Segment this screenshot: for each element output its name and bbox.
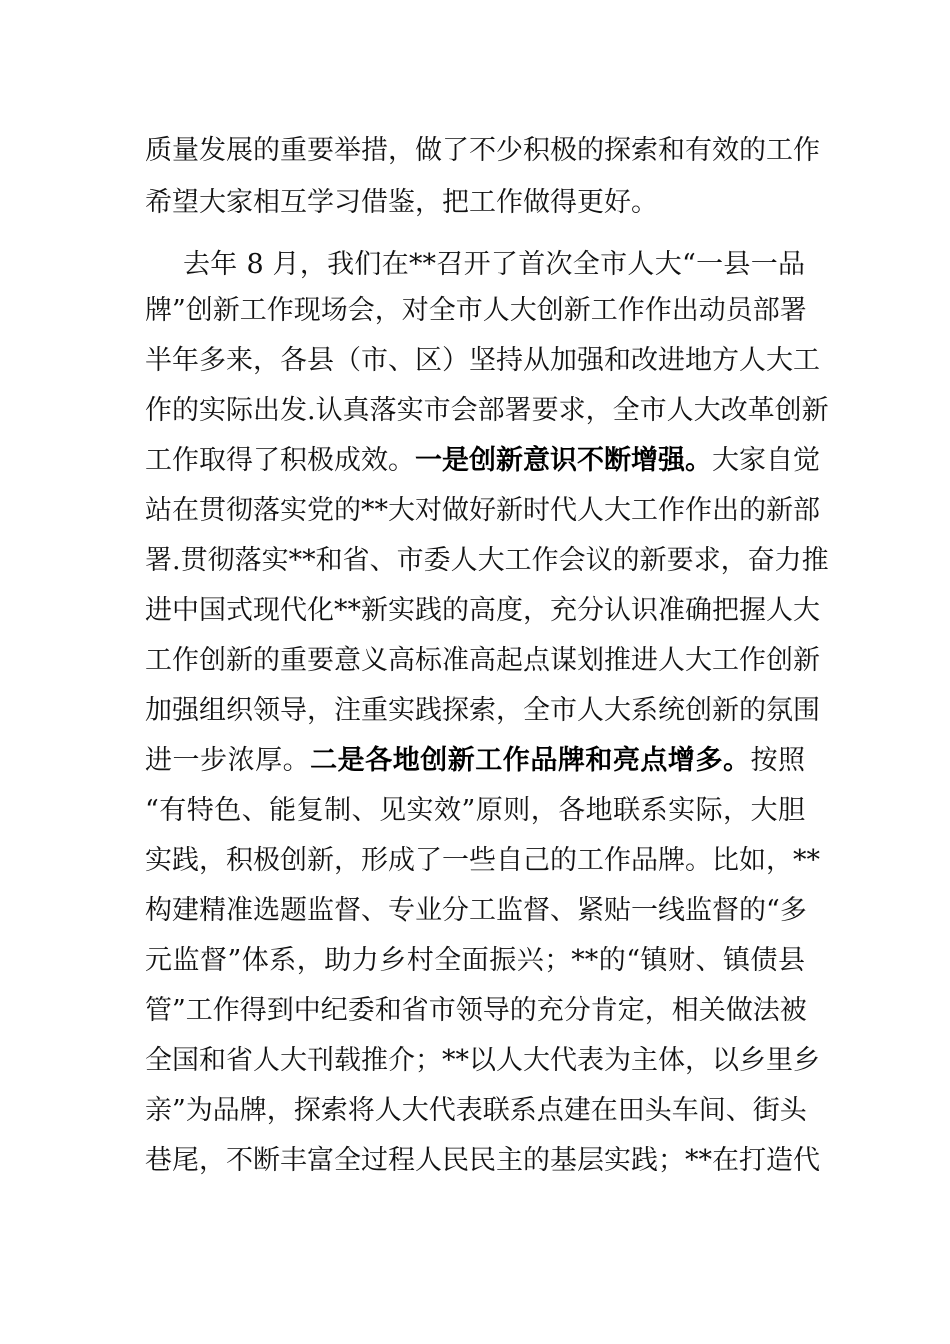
text-line — [145, 126, 820, 176]
line-text: 工作创新的重要意义高标准高起点谋划推进人大工作创新 — [145, 645, 820, 676]
line-text: 巷尾，不断丰富全过程人民民主的基层实践；**在打造代 — [145, 1145, 820, 1176]
line-text: 进一步浓厚。 — [145, 745, 311, 776]
line-text: 去年 8 月，我们在**召开了首次全市人大“一县一品 — [183, 249, 805, 280]
text-line — [145, 536, 829, 586]
line-text: 牌”创新工作现场会，对全市人大创新工作作出动员部署 — [145, 295, 807, 326]
text-line — [145, 586, 820, 636]
text-line — [145, 636, 820, 686]
text-line — [145, 1036, 820, 1086]
line-text: 站在贯彻落实党的**大对做好新时代人大工作作出的新部 — [145, 495, 820, 526]
text-line — [145, 786, 805, 836]
text-line — [145, 686, 820, 736]
line-text: 构建精准选题监督、专业分工监督、紧贴一线监督的“多 — [145, 895, 807, 926]
line-text: 按照 — [750, 745, 806, 776]
text-line — [145, 386, 829, 436]
text-line — [145, 736, 805, 786]
line-text: 管”工作得到中纪委和省市领导的充分肯定，相关做法被 — [145, 995, 807, 1026]
line-text: 质量发展的重要举措，做了不少积极的探索和有效的工作 — [145, 135, 820, 166]
line-text: 实践，积极创新，形成了一些自己的工作品牌。比如，** — [145, 845, 820, 876]
line-text: 大家自觉 — [712, 445, 820, 476]
line-text: 署.贯彻落实**和省、市委人大工作会议的新要求，奋力推 — [145, 545, 829, 576]
line-text: 工作取得了积极成效。 — [145, 445, 415, 476]
line-text: 作的实际出发.认真落实市会部署要求，全市人大改革创新 — [145, 395, 829, 426]
text-line — [183, 240, 805, 290]
line-text: 全国和省人大刊载推介；**以人大代表为主体，以乡里乡 — [145, 1045, 820, 1076]
line-text: “有特色、能复制、见实效”原则，各地联系实际，大胆 — [145, 795, 805, 826]
text-line — [145, 886, 805, 936]
text-line — [145, 1086, 805, 1136]
text-line — [145, 336, 820, 386]
line-text: 加强组织领导，注重实践探索，全市人大系统创新的氛围 — [145, 695, 820, 726]
text-line — [145, 286, 805, 336]
text-line — [145, 178, 805, 228]
text-line — [145, 436, 820, 486]
line-text: 亲”为品牌，探索将人大代表联系点建在田头车间、街头 — [145, 1095, 807, 1126]
line-text: 进中国式现代化**新实践的高度，充分认识准确把握人大 — [145, 595, 820, 626]
text-line — [145, 936, 805, 986]
line-text: 希望大家相互学习借鉴，把工作做得更好。 — [145, 187, 658, 218]
text-line — [145, 486, 820, 536]
text-line — [145, 836, 820, 886]
text-line — [145, 986, 805, 1036]
line-text: 半年多来，各县（市、区）坚持从加强和改进地方人大工 — [145, 345, 820, 376]
bold-heading-text: 二是各地创新工作品牌和亮点增多。 — [310, 745, 751, 776]
line-text: 元监督”体系，助力乡村全面振兴；**的“镇财、镇债县 — [145, 945, 805, 976]
bold-heading-text: 一是创新意识不断增强。 — [415, 445, 712, 476]
text-line — [145, 1136, 820, 1186]
